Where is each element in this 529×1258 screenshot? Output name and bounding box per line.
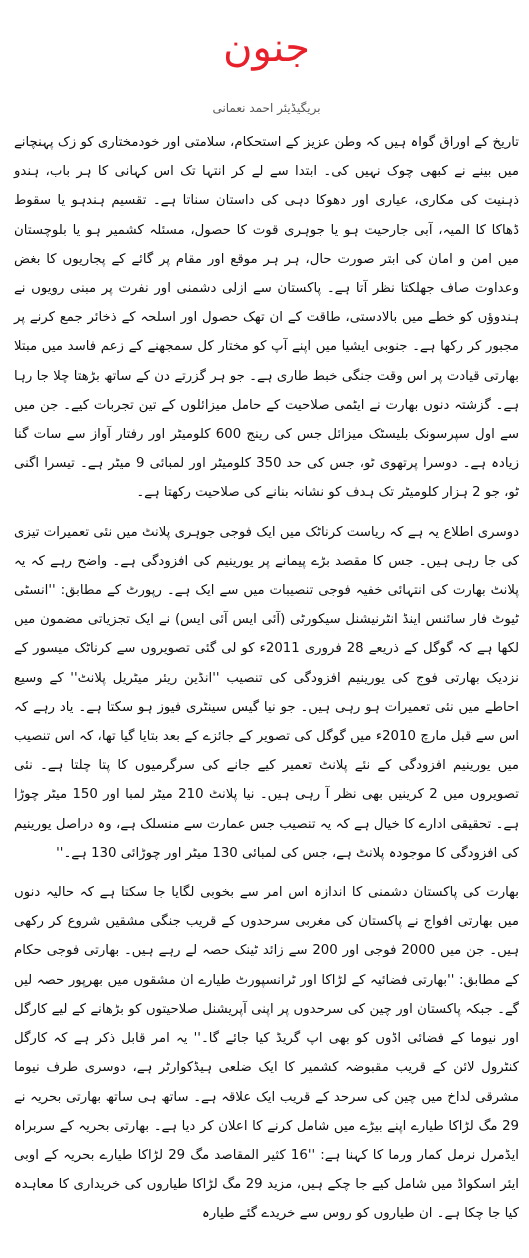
article-paragraph (14, 878, 519, 1228)
paragraph-text: تاریخ کے اوراق گواہ ہیں کہ وطن عزیز کے استحکام، سلامتی اور خودمختاری کو زک پہنچانے میں بینے نے کبھی چوک نہیں کی۔ ابتدا سے لے کر انتہا تک اس کہانی کا ہر باب، ہندو ذہنیت کی مکاری، عیاری اور دھوکا دہی کی داستان سناتا ہے۔ تقسیم ہندہو یا سقوط ڈھاکا کا المیہ، آبی جارحیت ہو یا جوہری قوت کا حصول، مسئلہ کشمیر ہو یا بلوچستان میں امن و امان کی ابتر صورت حال، ہر ہر موقع اور مقام پر گائے کے پجاریوں کا بغض وعداوت صاف جھلکتا نظر آتا ہے۔ پاکستان سے ازلی دشمنی اور نفرت پر مبنی رویوں نے ہندوؤں کو خطے میں بالادستی، طاقت کے ان تھک حصول اور اسلحہ کے ذخائر جمع کرنے پر مجبور کر رکھا ہے۔ جنوبی ایشیا میں اپنے آپ کو مختار کل سمجھنے کے زعم فاسد میں مبتلا بھارتی قیادت پر اس وقت جنگی خبط طاری ہے۔ جو ہر گزرتے دن کے ساتھ بڑھتا چلا جا رہا ہے۔ گزشتہ دنوں بھارت نے ایٹمی صلاحیت کے حامل میزائلوں کے تین تجربات کیے۔ جن میں سے اول سپرسونک بلیسٹک میزائل جس کی رینج 600 کلومیٹر اور رفتار آواز سے سات گنا زیادہ ہے۔ دوسرا پرتھوی ٹو، جس کی حد 350 کلومیٹر اور لمبائی 9 میٹر ہے۔ تیسرا اگنی ٹو، جو 2 ہزار کلومیٹر تک ہدف کو نشانہ بنانے کی صلاحیت رکھتا ہے۔ (14, 135, 519, 501)
article-paragraph (14, 518, 519, 868)
paragraph-text: دوسری اطلاع یہ ہے کہ ریاست کرناٹک میں ایک فوجی جوہری پلانٹ میں نئی تعمیرات تیزی کی جا رہی ہیں۔ جس کا مقصد بڑے پیمانے پر یورینیم کی افزودگی ہے۔ واضح رہے کہ یہ پلانٹ بھارت کی انتہائی خفیہ فوجی تنصیبات میں سے ایک ہے۔ رپورٹ کے مطابق: ''انسٹی ٹیوٹ فار سائنس اینڈ انٹرنیشنل سیکورٹی (آئی ایس آئی ایس) نے ایک تجزیاتی مضمون میں لکھا ہے کہ گوگل کے ذریعے 28 فروری 2011ء کو لی گئی تصویروں سے کرناٹک میسور کے نزدیک بھارتی فوج کی یورینیم افزودگی کی تنصیب ''انڈین ریئر میٹریل پلانٹ'' کے وسیع احاطے میں نئی تعمیرات ہو رہی ہیں۔ جو نیا گیس سینٹری فیوز ہو سکتا ہے۔ یاد رہے کہ اس سے قبل مارچ 2010ء میں گوگل کی تصویر کے جائزے کے بعد بتایا گیا تھا، کہ اس تنصیب میں یورینیم افزودگی کے نئے پلانٹ تعمیر کیے جانے کی سرگرمیوں کا پتا چلتا ہے۔ نئی تصویروں میں 2 کرینیں بھی نظر آ رہی ہیں۔ نیا پلانٹ 210 میٹر لمبا اور 150 میٹر چوڑا ہے۔ تحقیقی ادارے کا خیال ہے کہ یہ تنصیب جس عمارت سے منسلک ہے، وہ دراصل یورینیم کی افزودگی کا موجودہ پلانٹ ہے، جس کی لمبائی 130 میٹر اور چوڑائی 130 ہے۔'' (14, 524, 519, 861)
paragraph-text: بھارت کی پاکستان دشمنی کا اندازہ اس امر سے بخوبی لگایا جا سکتا ہے کہ حالیہ دنوں میں بھارتی افواج نے پاکستان کی مغربی سرحدوں کے قریب جنگی مشقیں شروع کر رکھی ہیں۔ جن میں 2000 فوجی اور 200 سے زائد ٹینک حصہ لے رہے ہیں۔ بھارتی فوجی حکام کے مطابق: ''بھارتی فضائیہ کے لڑاکا اور ٹرانسپورٹ طیارے ان مشقوں میں بھرپور حصہ لیں گے۔ جبکہ پاکستان اور چین کی سرحدوں پر اپنی آپریشنل صلاحیتوں کو بڑھانے کے لیے کارگل اور نیوما کے فضائی اڈوں کو بھی اپ گریڈ کیا جائے گا۔'' یہ امر قابل ذکر ہے کہ کارگل کنٹرول لائن کے قریب مقبوضہ کشمیر کا ایک ضلعی ہیڈکوارٹر ہے، دوسری طرف نیوما مشرقی لداخ میں چین کی سرحد کے قریب ایک علاقہ ہے۔ ساتھ ہی ساتھ بھارتی بحریہ نے 29 مگ لڑاکا طیارے اپنے بیڑے میں شامل کرنے کا اعلان کر دیا ہے۔ بھارتی بحریہ کے سربراہ ایڈمرل نرمل کمار ورما کا کہنا ہے: ''16 کثیر المقاصد مگ 29 لڑاکا طیارے بحریہ کے اوبی ایئر اسکواڈ میں شامل کیے جا چکے ہیں، مزید 29 مگ لڑاکا طیاروں کی خریداری کا معاہدہ کیا جا چکا ہے۔ ان طیاروں کو روس سے خریدے گئے طیارہ (14, 885, 520, 1222)
article-body (14, 128, 519, 1229)
article-author: بریگیڈیئر احمد نعمانی (212, 101, 321, 115)
article-title: جنون (223, 25, 310, 71)
article-paragraph (14, 128, 519, 508)
